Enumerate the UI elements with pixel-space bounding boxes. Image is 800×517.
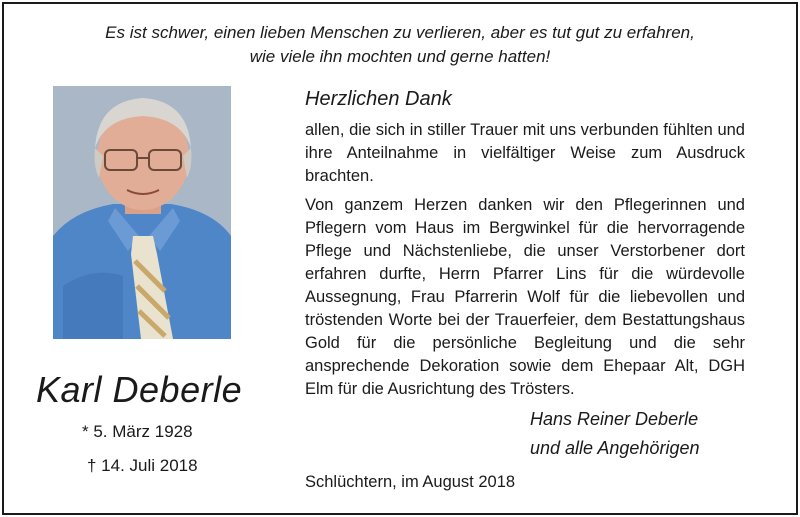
thanks-paragraph-2: Von ganzem Herzen danken wir den Pflegerinnen und Pflegern vom Haus im Bergwinkel für die hervorragende Pflege und Nächstenliebe, die unser Verstorbener dort erfahren durfte, Herrn Pfarrer Lins für die würdevolle Aussegnung, Frau Pfarrerin Wolf für die liebevollen und tröstenden Worte bei der Trauerfeier, dem Bestattungshaus Gold für die persönliche Begleitung und die sehr ansprechende Dekoration sowie dem Ehepaar Alt, DGH Elm für die Ausrichtung des Trösters. xyxy=(305,196,745,398)
motto-quote xyxy=(0,21,800,69)
deceased-name: Karl Deberle xyxy=(36,369,243,410)
motto-line-2: wie viele ihn mochten und gerne hatten! xyxy=(249,47,551,66)
thanks-heading: Herzlichen Dank xyxy=(305,88,452,110)
motto-line-1: Es ist schwer, einen lieben Menschen zu verlieren, aber es tut gut zu erfahren, xyxy=(105,23,695,42)
place-and-date: Schlüchtern, im August 2018 xyxy=(305,473,516,491)
portrait-image xyxy=(53,86,231,339)
signature-line-2: und alle Angehörigen xyxy=(530,438,700,458)
signature-block xyxy=(530,405,699,463)
death-date: † 14. Juli 2018 xyxy=(87,456,198,475)
portrait-photo xyxy=(53,86,231,339)
birth-date: * 5. März 1928 xyxy=(82,422,193,441)
signature-line-1: Hans Reiner Deberle xyxy=(530,409,699,429)
thanks-paragraph-1: allen, die sich in stiller Trauer mit uns verbunden fühlten und ihre Anteilnahme in vielfältiger Weise zum Ausdruck brachten. xyxy=(305,121,745,185)
thanks-text xyxy=(305,119,745,407)
